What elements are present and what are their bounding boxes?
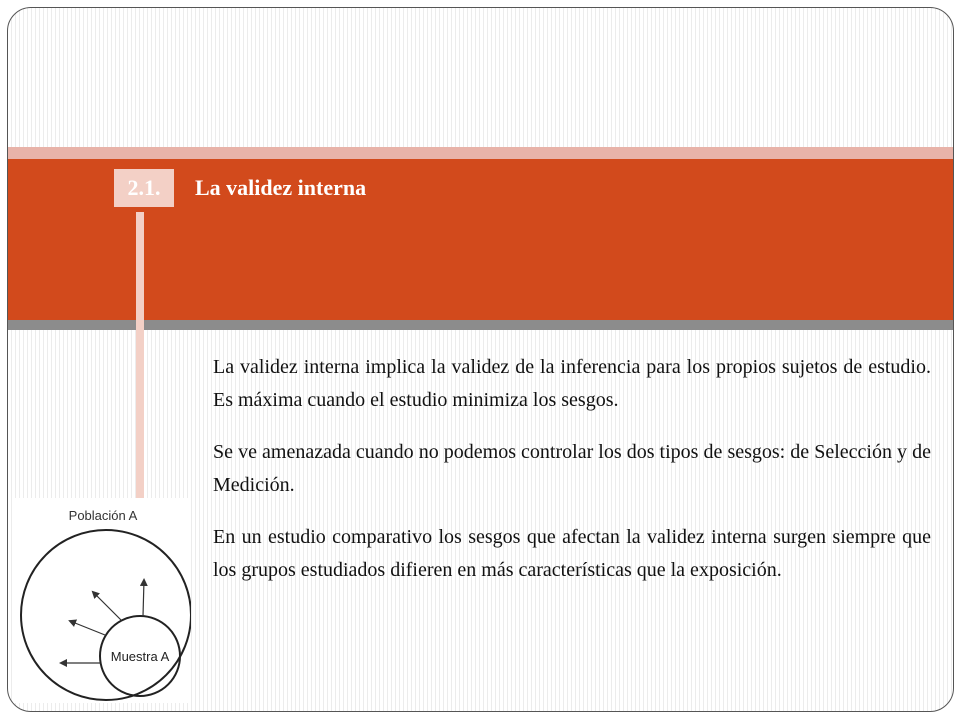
body-text <box>213 351 931 606</box>
sample-label: Muestra A <box>110 649 170 664</box>
population-sample-diagram <box>13 498 191 703</box>
paragraph-1: La validez interna implica la validez de la inferencia para los propios sujetos de estudio. Es máxima cuando el estudio minimiza los sesgos. <box>213 356 931 411</box>
arrow-1 <box>143 580 144 616</box>
section-title: La validez interna <box>195 175 367 200</box>
vertical-accent-line <box>136 212 144 508</box>
arrow-3 <box>70 621 105 635</box>
header-band-bottom-stripe <box>8 320 953 330</box>
arrow-2 <box>93 592 121 620</box>
slide <box>7 7 954 712</box>
section-number: 2.1. <box>114 169 174 207</box>
population-label: Población A <box>68 508 138 523</box>
paragraph-2: Se ve amenazada cuando no podemos controlar los dos tipos de sesgos: de Selección y de Medición. <box>213 441 931 496</box>
header-band-top-stripe <box>8 147 953 159</box>
paragraph-3: En un estudio comparativo los sesgos que afectan la validez interna surgen siempre que los grupos estudiados difieren en más características que la exposición. <box>213 526 931 581</box>
population-circle <box>21 530 191 700</box>
